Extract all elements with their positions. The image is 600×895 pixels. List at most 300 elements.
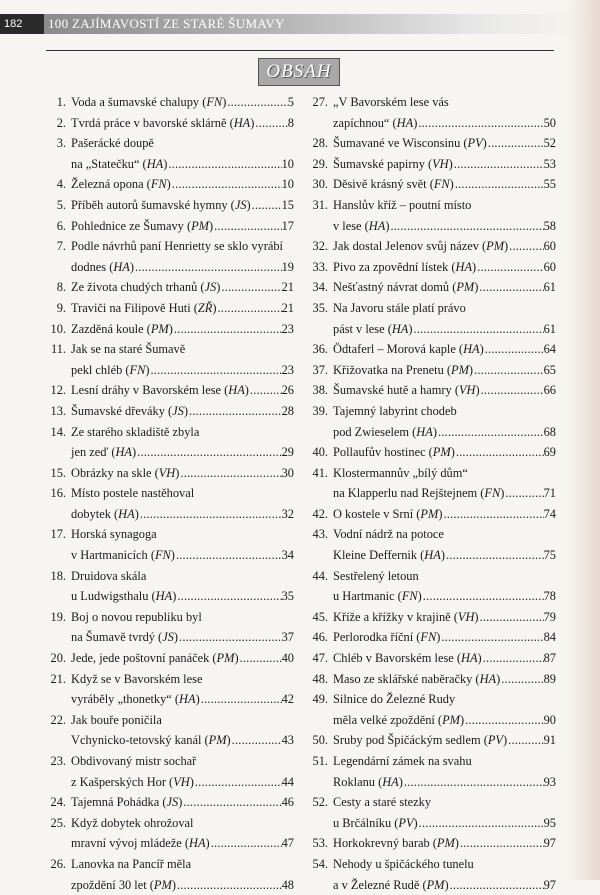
toc-entry-title: pást v lese (HA)	[333, 321, 413, 336]
toc-entry-number: 40.	[312, 445, 328, 460]
toc-entry	[304, 669, 556, 690]
dot-leader	[231, 730, 282, 751]
toc-entry	[44, 710, 294, 751]
toc-entry-line	[333, 483, 556, 504]
dot-leader	[417, 113, 543, 134]
toc-entry-line	[333, 133, 556, 154]
toc-entry-number: 31.	[312, 197, 328, 212]
toc-entry	[44, 133, 294, 174]
toc-entry-title: dodnes (HA)	[71, 259, 134, 274]
toc-entry-title: pod Zwieselem (HA)	[333, 424, 437, 439]
toc-entry-line	[71, 751, 294, 772]
toc-entry-number: 10.	[50, 321, 66, 336]
toc-entry-page: 74	[543, 506, 556, 521]
toc-entry-body	[71, 174, 294, 195]
toc-entry-line	[71, 875, 294, 895]
toc-entry-line	[333, 319, 556, 340]
toc-entry	[44, 566, 294, 607]
toc-entry-title: Železná opona (FN)	[71, 177, 171, 192]
toc-entry-number: 4.	[56, 177, 66, 192]
dot-leader	[459, 833, 544, 854]
toc-entry-title: v lese (HA)	[333, 218, 390, 233]
toc-entry-title: Vchynicko-tetovský kanál (PM)	[71, 733, 231, 748]
toc-entry	[304, 92, 556, 133]
toc-entry-number: 8.	[56, 280, 66, 295]
toc-entry-body	[71, 524, 294, 565]
toc-entry	[44, 298, 294, 319]
toc-entry-page: 47	[281, 836, 294, 851]
toc-entry-body	[333, 627, 556, 648]
toc-entry-body	[333, 298, 556, 339]
toc-entry-page: 21	[281, 280, 294, 295]
toc-entry	[44, 236, 294, 277]
toc-entry-page: 84	[543, 630, 556, 645]
toc-entry-line	[333, 401, 556, 422]
dot-leader	[453, 154, 544, 175]
toc-entry-line	[71, 463, 294, 484]
toc-entry-body	[333, 442, 556, 463]
toc-entry-page: 60	[543, 259, 556, 274]
toc-entry-page: 53	[543, 156, 556, 171]
toc-entry	[304, 360, 556, 381]
toc-entry-page: 52	[543, 136, 556, 151]
toc-entry-title: O kostele v Srní (PM)	[333, 506, 443, 521]
toc-entry-line	[71, 154, 294, 175]
toc-entry-number: 44.	[312, 568, 328, 583]
toc-entry-number: 19.	[50, 609, 66, 624]
dot-leader	[504, 483, 543, 504]
toc-entry-line	[71, 133, 294, 154]
toc-entry-body	[333, 607, 556, 628]
toc-entry-line	[71, 216, 294, 237]
page-edge-shadow	[566, 0, 600, 880]
toc-entry-line	[333, 195, 556, 216]
dot-leader	[210, 833, 282, 854]
toc-entry	[44, 792, 294, 813]
toc-entry-line	[333, 751, 556, 772]
toc-entry-body	[333, 257, 556, 278]
toc-entry	[304, 689, 556, 730]
dot-leader	[480, 380, 544, 401]
dot-leader	[254, 113, 287, 134]
toc-entry-number: 53.	[312, 836, 328, 851]
toc-entry	[304, 566, 556, 607]
toc-entry-line	[333, 627, 556, 648]
toc-entry-line	[333, 257, 556, 278]
toc-entry-title: Obrázky na skle (VH)	[71, 465, 180, 480]
dot-leader	[139, 504, 282, 525]
toc-entry-title: „V Bavorském lese vás	[333, 95, 449, 109]
toc-entry-title: Silnice do Železné Rudy	[333, 692, 456, 707]
toc-entry-body	[71, 380, 294, 401]
toc-entry-title: Nešťastný návrat domů (PM)	[333, 280, 479, 295]
toc-entry-page: 87	[543, 651, 556, 666]
toc-entry-body	[71, 319, 294, 340]
toc-entry-page: 26	[281, 383, 294, 398]
toc-entry-title: Křižovatka na Prenetu (PM)	[333, 362, 474, 377]
toc-entry-page: 71	[543, 486, 556, 501]
toc-entry-line	[333, 833, 556, 854]
toc-entry-number: 12.	[50, 383, 66, 398]
dot-leader	[217, 298, 282, 319]
toc-entry-line	[71, 195, 294, 216]
toc-entry-number: 14.	[50, 424, 66, 439]
toc-entry-body	[71, 339, 294, 380]
toc-entry-line	[71, 854, 294, 875]
toc-entry-body	[71, 813, 294, 854]
toc-entry-body	[71, 854, 294, 895]
toc-entry-line	[333, 566, 556, 587]
toc-column-right	[304, 92, 556, 895]
toc-entry-title: zpoždění 30 let (PM)	[71, 877, 176, 892]
toc-entry-page: 23	[281, 362, 294, 377]
toc-entry-body	[71, 216, 294, 237]
dot-leader	[454, 174, 544, 195]
toc-entry-line	[71, 339, 294, 360]
toc-entry-page: 23	[281, 321, 294, 336]
toc-entry-page: 37	[281, 630, 294, 645]
toc-entry-number: 22.	[50, 712, 66, 727]
toc-entry-line	[71, 607, 294, 628]
toc-entry-title: Druidova skála	[71, 568, 147, 583]
dot-leader	[178, 627, 282, 648]
toc-entry	[304, 380, 556, 401]
toc-entry-number: 33.	[312, 259, 328, 274]
toc-entry-title: Lesní dráhy v Bavorském lese (HA)	[71, 383, 249, 398]
toc-entry	[44, 319, 294, 340]
toc-entry	[44, 92, 294, 113]
toc-entry-title: pekl chléb (FN)	[71, 362, 150, 377]
dot-leader	[149, 360, 281, 381]
toc-entry-line	[333, 113, 556, 134]
toc-entry-page: 8	[287, 115, 294, 130]
toc-entry-line	[333, 504, 556, 525]
toc-entry-page: 35	[281, 589, 294, 604]
toc-entry-number: 42.	[312, 506, 328, 521]
dot-leader	[455, 442, 544, 463]
toc-entry-title: Sruby pod Špičáckým sedlem (PV)	[333, 733, 508, 748]
toc-entry-title: Jak dostal Jelenov svůj název (PM)	[333, 239, 509, 254]
toc-entry-number: 51.	[312, 754, 328, 768]
dot-leader	[251, 195, 282, 216]
toc-entry-body	[71, 463, 294, 484]
toc-entry	[44, 483, 294, 524]
toc-entry-number: 26.	[50, 856, 66, 871]
toc-entry-line	[333, 586, 556, 607]
dot-leader	[220, 277, 281, 298]
toc-entry-title: Jede, jede poštovní panáček (PM)	[71, 651, 239, 666]
toc-entry-line	[71, 422, 294, 443]
toc-entry-page: 48	[281, 877, 294, 892]
dot-leader	[213, 216, 281, 237]
toc-entry-page: 97	[543, 836, 556, 851]
toc-entry-title: na Šumavě tvrdý (JS)	[71, 630, 179, 645]
dot-leader	[173, 319, 282, 340]
toc-entry-body	[333, 648, 556, 669]
toc-entry-title: Pohlednice ze Šumavy (PM)	[71, 218, 214, 233]
toc-entry-number: 48.	[312, 671, 328, 686]
toc-entry-body	[71, 298, 294, 319]
toc-entry-page: 61	[543, 280, 556, 295]
toc-entry-page: 15	[281, 197, 294, 212]
toc-entry-title: Kleine Deffernik (HA)	[333, 548, 445, 563]
toc-entry-number: 36.	[312, 342, 328, 357]
toc-entry-title: Horská synagoga	[71, 527, 157, 542]
toc-entry	[304, 401, 556, 442]
toc-entry	[304, 504, 556, 525]
toc-entry-body	[333, 236, 556, 257]
toc-entry-title: Hanslův kříž – poutní místo	[333, 197, 472, 212]
toc-entry	[44, 524, 294, 565]
dot-leader	[464, 710, 544, 731]
toc-entry-title: Horkokrevný barab (PM)	[333, 836, 459, 851]
toc-entry	[44, 813, 294, 854]
toc-entry	[44, 463, 294, 484]
toc-entry-line	[71, 360, 294, 381]
toc-entry-page: 10	[281, 177, 294, 192]
toc-entry-number: 17.	[50, 527, 66, 542]
dot-leader	[176, 586, 281, 607]
section-title: OBSAH	[258, 58, 340, 86]
toc-entry-line	[71, 648, 294, 669]
toc-entry-title: Maso ze sklářské naběračky (HA)	[333, 671, 501, 686]
toc-entry-number: 37.	[312, 362, 328, 377]
toc-entry-body	[71, 648, 294, 669]
toc-entry-title: Podle návrhů paní Henrietty se sklo vyrábí	[71, 239, 283, 254]
toc-entry-line	[333, 174, 556, 195]
toc-entry	[44, 195, 294, 216]
toc-entry-title: Když se v Bavorském lese	[71, 671, 203, 686]
dot-leader	[249, 380, 282, 401]
toc-entry-number: 16.	[50, 486, 66, 501]
toc-entry-page: 5	[287, 95, 294, 109]
toc-entry-number: 49.	[312, 692, 328, 707]
toc-entry-page: 79	[543, 609, 556, 624]
toc-entry-title: Jak bouře poničila	[71, 712, 162, 727]
toc-entry-page: 58	[543, 218, 556, 233]
toc-entry	[304, 524, 556, 565]
toc-entry-body	[333, 524, 556, 565]
toc-entry-page: 46	[281, 795, 294, 810]
toc-entry-title: Jak se na staré Šumavě	[71, 342, 186, 357]
toc-entry-page: 43	[281, 733, 294, 748]
dot-leader	[413, 319, 544, 340]
dot-leader	[437, 422, 544, 443]
toc-entry-number: 23.	[50, 754, 66, 768]
toc-entry-line	[71, 524, 294, 545]
dot-leader	[473, 360, 544, 381]
toc-entry-line	[71, 772, 294, 793]
toc-entry-title: dobytek (HA)	[71, 506, 139, 521]
toc-entry-page: 29	[281, 445, 294, 460]
toc-entry-title: Děsivě krásný svět (FN)	[333, 177, 454, 192]
toc-column-left	[44, 92, 294, 895]
toc-entry-page: 28	[281, 403, 294, 418]
toc-entry-body	[333, 566, 556, 607]
toc-entry-number: 32.	[312, 239, 328, 254]
toc-entry-title: v Hartmanicích (FN)	[71, 548, 175, 563]
toc-entry-line	[71, 319, 294, 340]
dot-leader	[487, 133, 544, 154]
toc-entry-page: 44	[281, 774, 294, 789]
toc-entry-page: 61	[543, 321, 556, 336]
toc-entry-line	[71, 298, 294, 319]
toc-entry-number: 25.	[50, 815, 66, 830]
toc-entry-number: 2.	[56, 115, 66, 130]
running-header	[0, 14, 590, 34]
toc-entry	[304, 339, 556, 360]
toc-entry	[44, 751, 294, 792]
dot-leader	[476, 257, 543, 278]
toc-entry-title: Obdivovaný mistr sochař	[71, 754, 197, 768]
dot-leader	[175, 545, 282, 566]
toc-entry-line	[333, 298, 556, 319]
dot-leader	[182, 792, 281, 813]
toc-entry-title: Sestřelený letoun	[333, 568, 419, 583]
dot-leader	[500, 669, 543, 690]
dot-leader	[239, 648, 282, 669]
toc-entry-page: 90	[543, 712, 556, 727]
toc-entry-line	[71, 586, 294, 607]
toc-entry-line	[333, 607, 556, 628]
toc-entry	[304, 792, 556, 833]
toc-entry-title: Perlorodka říční (FN)	[333, 630, 441, 645]
toc-entry	[44, 422, 294, 463]
toc-entry-number: 27.	[312, 95, 328, 109]
toc-entry-line	[333, 792, 556, 813]
toc-entry	[44, 854, 294, 895]
dot-leader	[226, 92, 287, 113]
toc-entry-title: Ze starého skladiště zbyla	[71, 424, 200, 439]
toc-entry-line	[333, 216, 556, 237]
toc-entry	[44, 380, 294, 401]
dot-leader	[179, 463, 281, 484]
toc-entry-line	[71, 483, 294, 504]
toc-entry-title: vyráběly „thonetky“ (HA)	[71, 692, 200, 707]
toc-entry-line	[71, 833, 294, 854]
toc-entry-title: Když dobytek ohrožoval	[71, 815, 194, 830]
toc-entry	[304, 751, 556, 792]
toc-entry-page: 65	[543, 362, 556, 377]
toc-entry-page: 40	[281, 651, 294, 666]
dot-leader	[389, 216, 543, 237]
toc-entry-title: jen zeď (HA)	[71, 445, 137, 460]
toc-entry-page: 93	[543, 774, 556, 789]
toc-entry-line	[333, 339, 556, 360]
toc-entry-line	[333, 442, 556, 463]
toc-entry-body	[71, 710, 294, 751]
toc-entry-body	[333, 339, 556, 360]
toc-entry-line	[71, 442, 294, 463]
toc-entry-page: 32	[281, 506, 294, 521]
toc-entry-line	[333, 875, 556, 895]
toc-entry-line	[71, 236, 294, 257]
toc-entry-title: Pivo za zpovědní lístek (HA)	[333, 259, 477, 274]
dot-leader	[442, 504, 543, 525]
toc-entry-body	[333, 463, 556, 504]
toc-entry-line	[71, 174, 294, 195]
toc-entry-number: 35.	[312, 300, 328, 315]
toc-entry-line	[71, 504, 294, 525]
toc-entry-title: Chléb v Bavorském lese (HA)	[333, 651, 482, 666]
toc-entry-number: 9.	[56, 300, 66, 315]
toc-entry-title: Pašerácké doupě	[71, 136, 154, 151]
dot-leader	[136, 442, 281, 463]
dot-leader	[134, 257, 282, 278]
toc-entry	[44, 607, 294, 648]
toc-entry-page: 66	[543, 383, 556, 398]
toc-entry-page: 42	[281, 692, 294, 707]
dot-leader	[188, 401, 282, 422]
toc-entry-body	[71, 751, 294, 792]
toc-entry-number: 13.	[50, 403, 66, 418]
toc-entry-title: Místo postele nastěhoval	[71, 486, 195, 501]
toc-entry-line	[71, 257, 294, 278]
toc-entry-line	[71, 730, 294, 751]
toc-entry-body	[333, 195, 556, 236]
toc-entry-number: 5.	[56, 197, 66, 212]
toc-entry-line	[333, 463, 556, 484]
toc-entry-page: 17	[281, 218, 294, 233]
toc-entry	[304, 236, 556, 257]
toc-entry-number: 20.	[50, 651, 66, 666]
toc-entry-number: 54.	[312, 856, 328, 871]
toc-entry-page: 60	[543, 239, 556, 254]
toc-entry	[44, 401, 294, 422]
toc-entry-line	[333, 689, 556, 710]
toc-entry-body	[333, 360, 556, 381]
toc-entry-title: Zazděná koule (PM)	[71, 321, 173, 336]
toc-entry-title: Lanovka na Pancíř měla	[71, 856, 192, 871]
toc-entry-line	[71, 813, 294, 834]
toc-entry-number: 34.	[312, 280, 328, 295]
toc-entry-body	[71, 236, 294, 277]
toc-entry-line	[71, 277, 294, 298]
toc-entry-line	[333, 154, 556, 175]
toc-entry-title: měla velké zpoždění (PM)	[333, 712, 465, 727]
toc-entry-body	[71, 483, 294, 524]
toc-entry-body	[333, 689, 556, 730]
toc-entry-title: Pollaufův hostinec (PM)	[333, 445, 455, 460]
toc-entry-title: zapíchnou“ (HA)	[333, 115, 418, 130]
toc-entry-title: u Brčálníku (PV)	[333, 815, 418, 830]
toc-entry-page: 55	[543, 177, 556, 192]
toc-entry-page: 95	[543, 815, 556, 830]
dot-leader	[445, 545, 544, 566]
toc-entry	[44, 113, 294, 134]
toc-entry-body	[71, 277, 294, 298]
toc-entry-body	[333, 380, 556, 401]
toc-entry-title: mravní vývoj mládeže (HA)	[71, 836, 210, 851]
toc-entry-number: 6.	[56, 218, 66, 233]
toc-entry-line	[333, 772, 556, 793]
toc-entry-title: Tajemná Pohádka (JS)	[71, 795, 183, 810]
toc-entry	[304, 854, 556, 895]
running-title: 100 ZAJÍMAVOSTÍ ZE STARÉ ŠUMAVY	[44, 14, 590, 34]
toc-entry-line	[333, 92, 556, 113]
toc-entry-body	[333, 792, 556, 833]
toc-entry-line	[71, 710, 294, 731]
toc-entry-title: Roklanu (HA)	[333, 774, 403, 789]
dot-leader	[507, 730, 543, 751]
toc-entry-body	[71, 566, 294, 607]
toc-entry-title: Příběh autorů šumavské hymny (JS)	[71, 197, 251, 212]
toc-entry-title: Ze života chudých trhanů (JS)	[71, 280, 221, 295]
toc-entry-page: 75	[543, 548, 556, 563]
toc-entry-body	[71, 92, 294, 113]
toc-entry-title: Klostermannův „bílý dům“	[333, 465, 468, 480]
toc-entry-number: 21.	[50, 671, 66, 686]
